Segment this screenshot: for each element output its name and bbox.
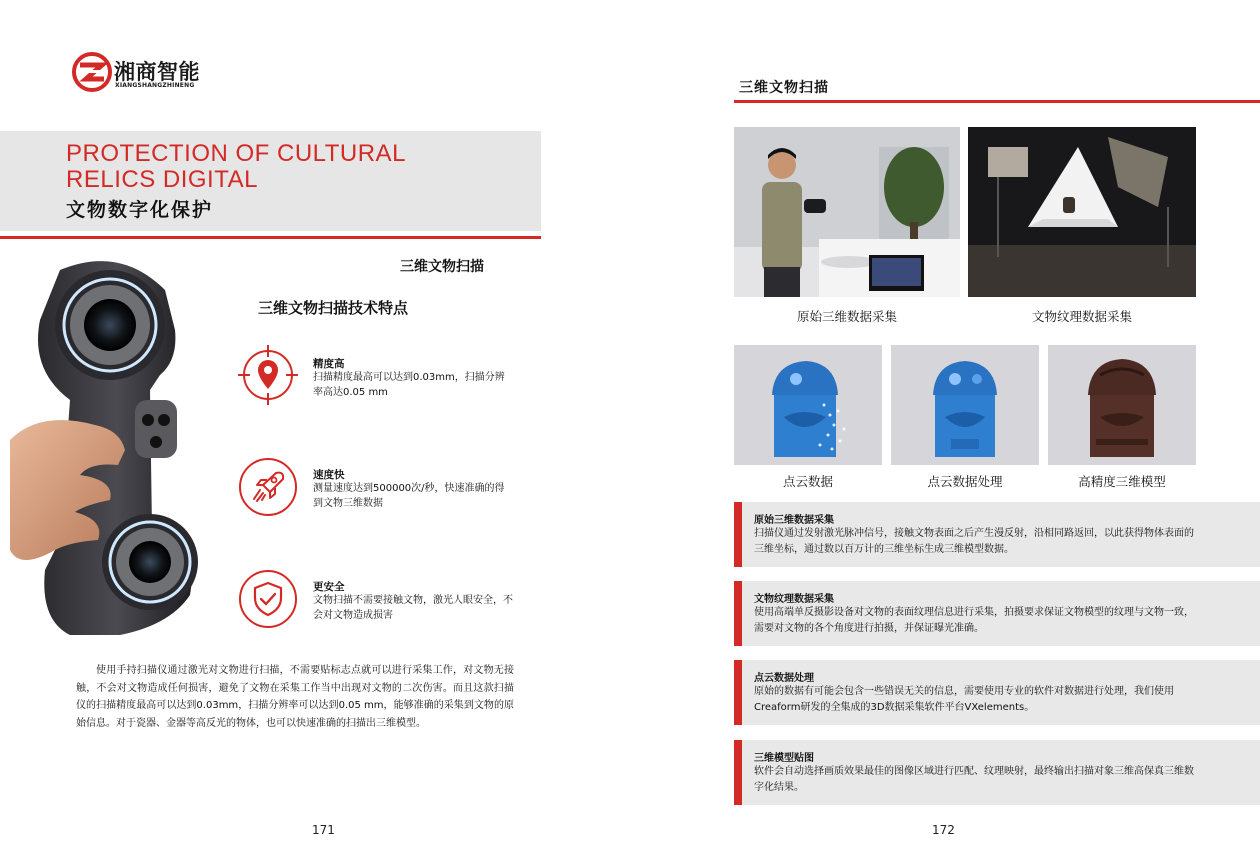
feature-title-speed: 速度快: [313, 469, 345, 481]
info-block-processing: [734, 660, 1260, 725]
rocket-icon: [236, 455, 300, 519]
photo-data-acquisition: [734, 127, 960, 297]
image-point-cloud: [734, 345, 882, 465]
feature-desc-safety: 文物扫描不需要接触文物，激光人眼安全，不会对文物造成损害: [313, 595, 513, 621]
title-divider: [0, 236, 541, 239]
right-heading-divider: [734, 100, 1260, 103]
page-number-right: 172: [932, 823, 955, 837]
info-block-accent-bar: [734, 660, 742, 725]
caption-point-cloud: 点云数据: [782, 474, 833, 489]
caption-texture-capture: 文物纹理数据采集: [1031, 309, 1132, 324]
handheld-scanner-image: [0, 250, 250, 645]
page-title-cn: 文物数字化保护: [66, 199, 214, 221]
section-heading: 三维文物扫描: [400, 259, 484, 275]
page-number-left: 171: [312, 823, 335, 837]
info-block-desc: 扫描仪通过发射激光脉冲信号，接触文物表面之后产生漫反射，沿相同路返回，以此获得物体表面的三维坐标，通过数以百万计的三维坐标生成三维模型数据。: [754, 528, 1194, 555]
info-block-accent-bar: [734, 740, 742, 805]
caption-textured-model: 高精度三维模型: [1078, 474, 1166, 489]
location-pin-icon: [236, 343, 300, 407]
photo-texture-capture: [968, 127, 1196, 297]
page-title-en-line1: PROTECTION OF CULTURAL: [66, 140, 406, 167]
brand-logo: [72, 52, 222, 92]
shield-check-icon: [236, 567, 300, 631]
info-block-mapping: [734, 740, 1260, 805]
info-block-desc: 使用高端单反摄影设备对文物的表面纹理信息进行采集，拍摄要求保证文物模型的纹理与文物一致，需要对文物的各个角度进行拍摄，并保证曝光准确。: [754, 607, 1194, 634]
info-block-title: 原始三维数据采集: [754, 515, 834, 526]
info-block-acquisition: [734, 502, 1260, 567]
brand-name-en: XIANGSHANGZHINENG: [115, 82, 195, 89]
info-block-desc: 原始的数据有可能会包含一些错误无关的信息，需要使用专业的软件对数据进行处理，我们使用Creaform研发的全集成的3D数据采集软件平台VXelements。: [754, 686, 1174, 713]
brand-name-cn: 湘商智能: [114, 60, 200, 84]
caption-point-cloud-processed: 点云数据处理: [927, 474, 1003, 489]
info-block-title: 点云数据处理: [754, 673, 814, 684]
feature-desc-speed: 测量速度达到500000次/秒，快速准确的得到文物三维数据: [313, 483, 505, 509]
feature-title-safety: 更安全: [313, 581, 345, 593]
info-block-title: 文物纹理数据采集: [754, 594, 834, 605]
features-heading: 三维文物扫描技术特点: [258, 299, 409, 317]
body-paragraph: 使用手持扫描仪通过激光对文物进行扫描，不需要贴标志点就可以进行采集工作，对文物无接触，不会对文物造成任何损害，避免了文物在采集工作当中出现对文物的二次伤害。而且这款扫描仪的扫描精度最高可以达到0.03mm，扫描分辨率可以达到0.05 mm，能够准确的采集到文物的原始信息。对于瓷器、金器等高反光的物体，也可以快速准确的扫描出三维模型。: [76, 665, 514, 729]
info-block-accent-bar: [734, 581, 742, 646]
info-block-title: 三维模型贴图: [754, 753, 814, 764]
caption-data-acquisition: 原始三维数据采集: [796, 309, 897, 324]
page-title-en-line2: RELICS DIGITAL: [66, 166, 258, 193]
info-block-desc: 软件会自动选择画质效果最佳的图像区域进行匹配、纹理映射，最终输出扫描对象三维高保真三维数字化结果。: [754, 766, 1194, 793]
logo-mark-icon: [72, 52, 112, 92]
info-block-accent-bar: [734, 502, 742, 567]
image-point-cloud-processed: [891, 345, 1039, 465]
image-textured-model: [1048, 345, 1196, 465]
right-section-heading: 三维文物扫描: [739, 80, 829, 96]
feature-desc-precision: 扫描精度最高可以达到0.03mm，扫描分辨率高达0.05 mm: [313, 372, 505, 398]
info-block-texture: [734, 581, 1260, 646]
feature-title-precision: 精度高: [313, 358, 345, 370]
